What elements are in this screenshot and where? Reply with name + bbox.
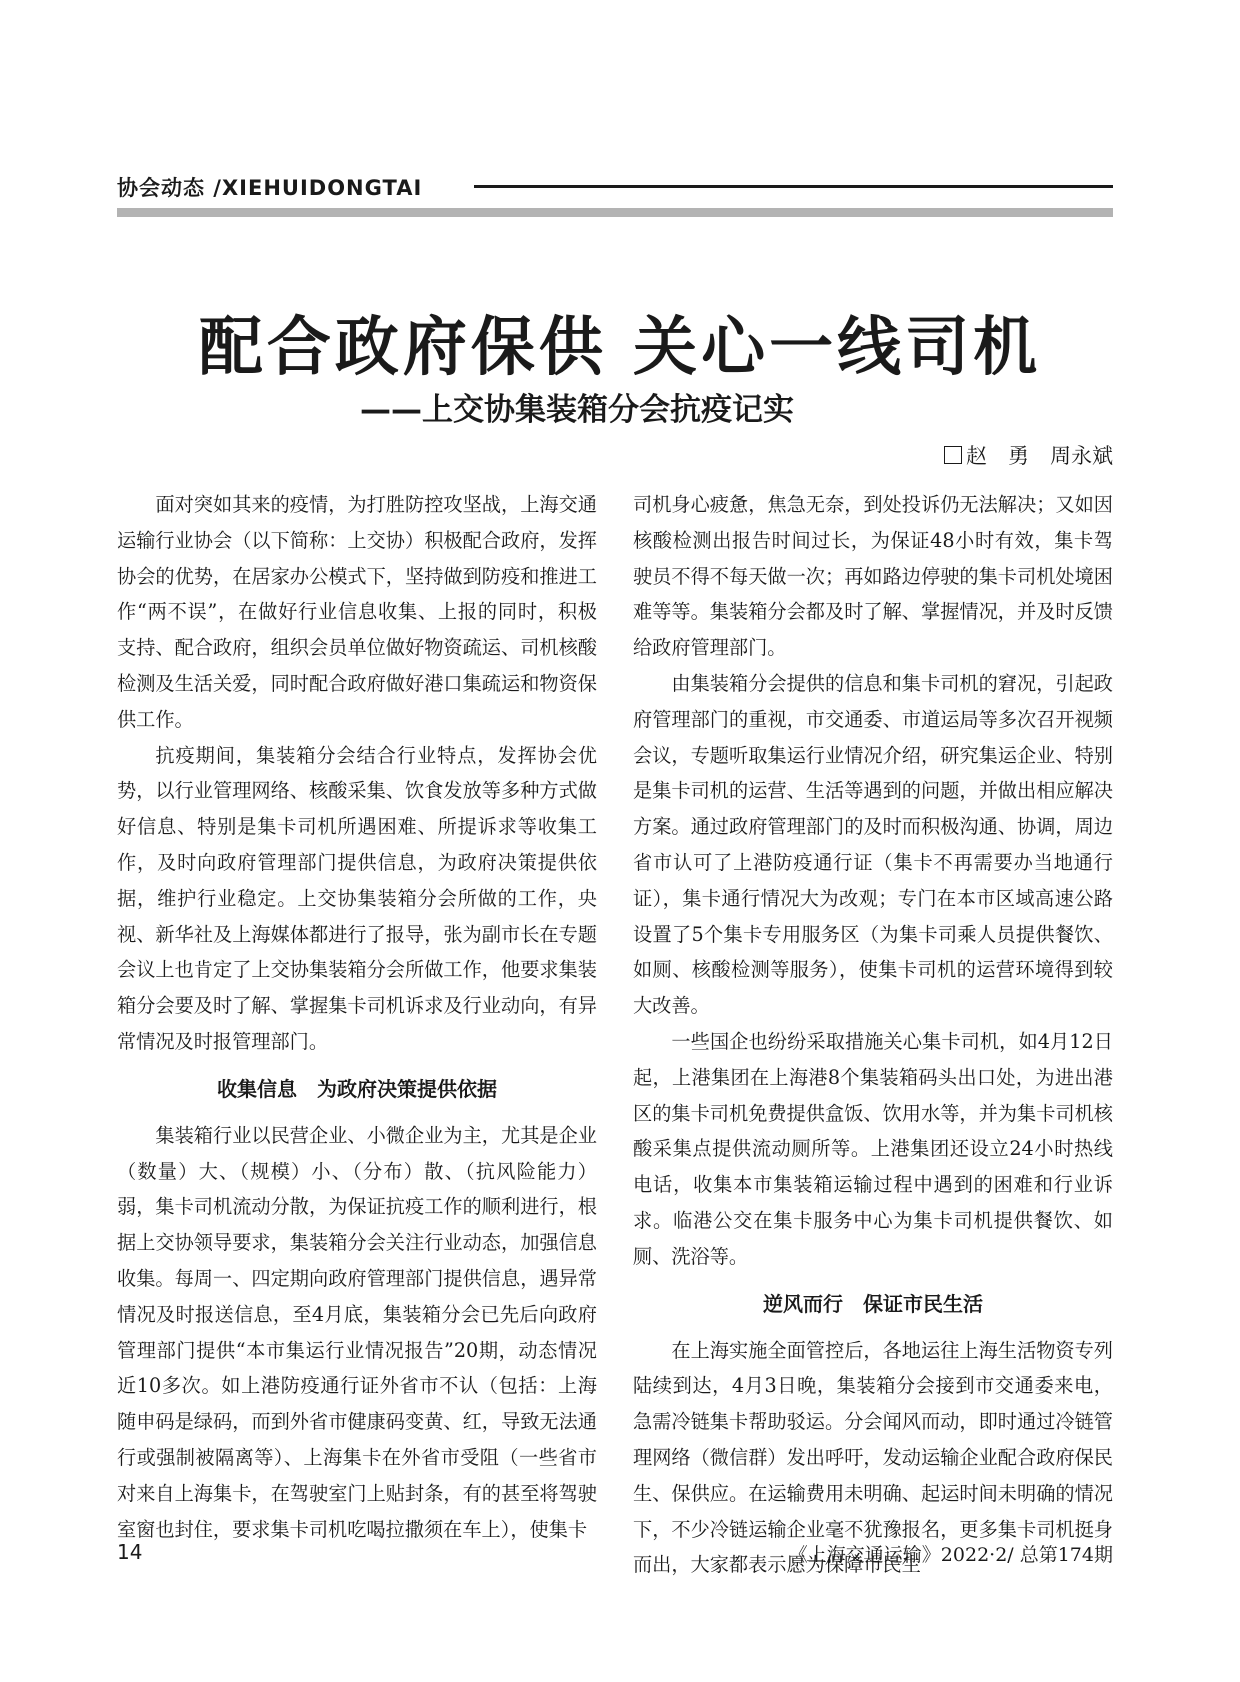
section-heading: 收集信息 为政府决策提供依据 — [217, 1076, 497, 1101]
article-authors — [944, 440, 1113, 470]
paragraph: 由集装箱分会提供的信息和集卡司机的窘况，引起政府管理部门的重视，市交通委、市道运局等多次召开视频会议，专题听取集运行业情况介绍，研究集运企业、特别是集卡司机的运营、生活等遇到的问题，并做出相应解决方案。通过政府管理部门的及时而积极沟通、协调，周边省市认可了上港防疫通行证（集卡不再需要办当地通行证），集卡通行情况大为改观；专门在本市区域高速公路设置了5个集卡专用服务区（为集卡司乘人员提供餐饮、如厕、核酸检测等服务），使集卡司机的运营环境得到较大改善。 — [633, 671, 1113, 1018]
section-label: 协会动态 /XIEHUIDONGTAI — [117, 176, 423, 200]
header-band — [117, 208, 1113, 217]
article-subtitle: ——上交协集装箱分会抗疫记实 — [360, 392, 794, 428]
page-number: 14 — [117, 1540, 143, 1564]
header-rule — [474, 185, 1113, 188]
article-title: 配合政府保供 关心一线司机 — [198, 310, 1042, 385]
paragraph: 司机身心疲惫，焦急无奈，到处投诉仍无法解决；又如因核酸检测出报告时间过长，为保证48小时有效，集卡驾驶员不得不每天做一次；再如路边停驶的集卡司机处境困难等等。集装箱分会都及时了解、掌握情况，并及时反馈给政府管理部门。 — [633, 493, 1113, 660]
page-footer — [117, 1540, 1113, 1570]
paragraph: 在上海实施全面管控后，各地运往上海生活物资专列陆续到达，4月3日晚，集装箱分会接到市交通委来电，急需冷链集卡帮助驳运。分会闻风而动，即时通过冷链管理网络（微信群）发出呼吁，发动运输企业配合政府保民生、保供应。在运输费用未明确、起运时间未明确的情况下，不少冷链运输企业毫不犹豫报名，更多集卡司机挺身而出，大家都表示愿为保障市民生 — [633, 1338, 1113, 1577]
paragraph: 集装箱行业以民营企业、小微企业为主，尤其是企业（数量）大、（规模）小、（分布）散、（抗风险能力）弱，集卡司机流动分散，为保证抗疫工作的顺利进行，根据上交协领导要求，集装箱分会关注行业动态，加强信息收集。每周一、四定期向政府管理部门提供信息，遇异常情况及时报送信息，至4月底，集装箱分会已先后向政府管理部门提供“本市集运行业情况报告”20期，动态情况近10多次。如上港防疫通行证外省市不认（包括：上海随申码是绿码，而到外省市健康码变黄、红，导致无法通行或强制被隔离等）、上海集卡在外省市受阻（一些省市对来自上海集卡，在驾驶室门上贴封条，有的甚至将驾驶室窗也封住，要求集卡司机吃喝拉撒须在车上），使集卡 — [117, 1123, 597, 1541]
paragraph: 抗疫期间，集装箱分会结合行业特点，发挥协会优势，以行业管理网络、核酸采集、饮食发放等多种方式做好信息、特别是集卡司机所遇困难、所提诉求等收集工作，及时向政府管理部门提供信息，为政府决策提供依据，维护行业稳定。上交协集装箱分会所做的工作，央视、新华社及上海媒体都进行了报导，张为副市长在专题会议上也肯定了上交协集装箱分会所做工作，他要求集装箱分会要及时了解、掌握集卡司机诉求及行业动向，有异常情况及时报管理部门。 — [117, 743, 597, 1053]
section-header — [117, 168, 1113, 208]
column-right — [633, 487, 1113, 1583]
author-box-icon — [944, 446, 962, 464]
paragraph: 面对突如其来的疫情，为打胜防控攻坚战，上海交通运输行业协会（以下简称：上交协）积极配合政府，发挥协会的优势，在居家办公模式下，坚持做到防疫和推进工作“两不误”，在做好行业信息收集、上报的同时，积极支持、配合政府，组织会员单位做好物资疏运、司机核酸检测及生活关爱，同时配合政府做好港口集疏运和物资保供工作。 — [117, 493, 597, 731]
journal-citation: 《上海交通运输》2022·2/ 总第174期 — [788, 1544, 1113, 1566]
section-heading: 逆风而行 保证市民生活 — [763, 1291, 983, 1316]
paragraph: 一些国企也纷纷采取措施关心集卡司机，如4月12日起，上港集团在上海港8个集装箱码头出口处，为进出港区的集卡司机免费提供盒饭、饮用水等，并为集卡司机核酸采集点提供流动厕所等。上港集团还设立24小时热线电话，收集本市集装箱运输过程中遇到的困难和行业诉求。临港公交在集卡服务中心为集卡司机提供餐饮、如厕、洗浴等。 — [633, 1029, 1113, 1268]
author-names: 赵 勇 周永斌 — [966, 444, 1113, 468]
column-left — [117, 487, 597, 1547]
